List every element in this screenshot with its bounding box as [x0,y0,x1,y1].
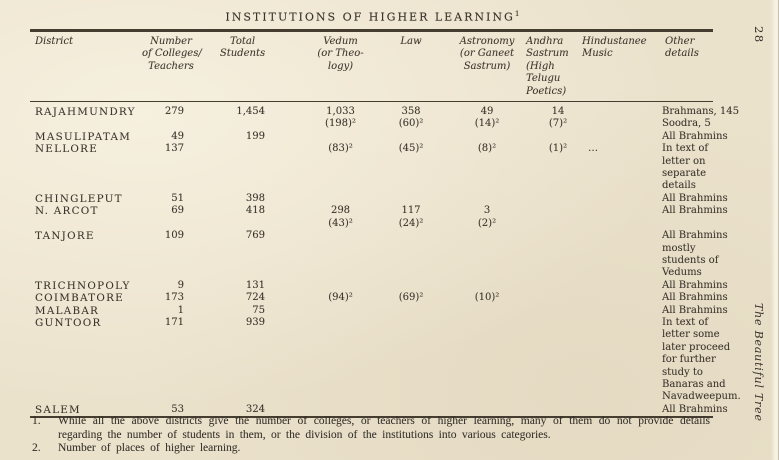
table-row [30,193,713,205]
cell-line: N. ARCOT [35,205,99,218]
cell-line: All Brahmins [662,292,728,304]
cell-line: All Brahmins [662,304,728,316]
column-header-district [30,31,142,102]
cell-line: 14 [551,106,565,118]
cell-law [380,230,442,280]
cell-students [200,205,285,230]
column-header-line: Poetics) [526,85,567,97]
cell-line: (94)² [328,292,353,304]
column-header-line: (or Ganeet [459,48,515,60]
cell-vedum [285,205,380,230]
cell-astronomy [442,280,524,292]
cell-andhra [524,305,582,317]
cell-colleges [142,305,200,317]
cell-line: 324 [245,403,265,415]
cell-line: (10)² [474,292,500,304]
table-row [30,280,713,292]
cell-district [30,230,142,280]
column-header-colleges [142,31,200,102]
cell-students [200,305,285,317]
column-header-line: Telugu [526,73,561,85]
cell-line: NELLORE [35,143,99,156]
cell-students [200,102,285,131]
table-row [30,131,713,143]
cell-line: TANJORE [35,230,95,243]
cell-district [30,143,142,193]
cell-other [648,316,741,404]
cell-line: Navadweepum. [662,391,741,403]
cell-line: later proceed [662,341,731,353]
cell-other [648,192,728,205]
table-row [30,143,713,193]
cell-line: (7)² [548,118,568,130]
cell-other [648,205,728,230]
cell-line: 1 [177,304,184,316]
cell-vedum [285,131,380,143]
cell-line: All Brahmins [662,205,728,217]
column-header-line: Sastrum [526,48,569,60]
cell-district [30,102,142,131]
column-header-line: details [665,48,699,60]
cell-students [200,317,285,404]
cell-music [582,102,648,131]
cell-astronomy [442,305,524,317]
cell-other [648,130,728,143]
column-header-line: Andhra [526,36,564,47]
cell-andhra [524,193,582,205]
cell-astronomy [442,131,524,143]
column-header-line: District [35,36,73,47]
cell-line: (43)² [328,217,353,229]
cell-line: TRICHNOPOLY [35,279,131,292]
cell-astronomy [442,230,524,280]
cell-vedum [285,143,380,193]
cell-line: Soodra, 5 [662,118,711,130]
footnotes [30,415,714,456]
cell-music [582,143,648,193]
cell-students [200,143,285,193]
cell-line: COIMBATORE [35,292,124,305]
cell-music [582,292,648,304]
cell-students [200,193,285,205]
cell-vedum [285,193,380,205]
cell-vedum [285,280,380,292]
cell-law [380,193,442,205]
cell-line: 769 [245,230,265,242]
cell-line: (24)² [398,217,424,229]
cell-line: 53 [171,403,184,415]
cell-line: students of [662,254,719,266]
cell-line: 398 [245,192,265,204]
footnote-1 [30,415,714,442]
cell-other [648,230,728,280]
cell-andhra [524,292,582,304]
table-row [30,317,713,404]
cell-law [380,280,442,292]
cell-music [582,205,648,230]
cell-line: details [662,180,696,192]
cell-line: MASULIPATAM [35,130,132,143]
cell-line: 9 [177,279,184,291]
cell-astronomy [442,317,524,404]
cell-line: 171 [164,316,184,328]
cell-music [582,280,648,292]
column-header-line: logy) [327,60,354,72]
column-header-line: Total [229,36,256,47]
cell-district [30,305,142,317]
column-header-andhra [524,31,582,102]
cell-colleges [142,143,200,193]
cell-other [648,143,713,193]
cell-line: Banaras and [662,378,726,390]
cell-students [200,280,285,292]
cell-colleges [142,230,200,280]
column-header-law [380,31,442,102]
cell-astronomy [442,193,524,205]
footnote-2 [30,442,714,456]
cell-law [380,131,442,143]
column-header-line: Astronomy [459,36,515,47]
cell-line: 939 [245,316,265,328]
cell-line: 199 [245,130,265,142]
column-header-vedum [285,31,380,102]
cell-vedum [285,305,380,317]
footnote-marker: 2. [32,442,41,454]
cell-colleges [142,292,200,304]
cell-astronomy [442,205,524,230]
column-header-line: Other [665,36,695,47]
cell-line: 131 [245,279,265,291]
cell-andhra [524,317,582,404]
cell-students [200,131,285,143]
page-title-text: INSTITUTIONS OF HIGHER LEARNING [225,10,515,24]
cell-colleges [142,193,200,205]
cell-line: 49 [480,106,494,118]
cell-line: (45)² [398,143,424,155]
cell-students [200,230,285,280]
column-header-line: Vedum [323,36,358,47]
cell-district [30,131,142,143]
cell-line: separate [662,168,707,180]
cell-music [582,193,648,205]
cell-district [30,193,142,205]
cell-line: (8)² [477,143,497,155]
cell-line: … [588,143,598,155]
cell-vedum [285,317,380,404]
cell-line: letter on [662,155,706,167]
cell-line: (60)² [398,118,424,130]
cell-district [30,205,142,230]
cell-line: In text of [662,316,709,328]
cell-law [380,305,442,317]
cell-law [380,292,442,304]
column-header-line: (or Theo- [317,48,364,60]
table-row [30,230,713,280]
cell-line: 49 [171,130,184,142]
page-title [0,9,745,24]
cell-colleges [142,102,200,131]
cell-other [648,279,728,292]
cell-line: 173 [164,292,184,304]
cell-line: All Brahmins [662,130,728,142]
cell-other [648,102,739,131]
cell-law [380,102,442,131]
cell-andhra [524,280,582,292]
cell-line: 109 [164,230,184,242]
cell-law [380,205,442,230]
cell-line: 358 [401,106,421,118]
cell-line: study to [662,366,703,378]
column-header-students [200,31,285,102]
cell-astronomy [442,143,524,193]
cell-colleges [142,131,200,143]
cell-vedum [285,230,380,280]
cell-students [200,292,285,304]
cell-line: (2)² [477,217,497,229]
cell-line: 298 [330,205,351,217]
column-header-line: Teachers [148,60,194,72]
cell-line: All Brahmins [662,279,728,291]
cell-music [582,317,648,404]
cell-music [582,305,648,317]
cell-line: 137 [164,143,184,155]
column-header-line: Music [582,48,613,60]
cell-district [30,280,142,292]
cell-andhra [524,131,582,143]
cell-music [582,131,648,143]
cell-line: GUNTOOR [35,316,102,329]
cell-line: (198)² [325,118,356,130]
footnote-text: Number of places of higher learning. [58,442,241,454]
cell-other [648,292,728,304]
column-header-line: of Colleges/ [142,48,202,60]
cell-line: for further [662,354,716,366]
cell-line: (14)² [474,118,500,130]
cell-line: In text of [662,143,709,155]
footnote-marker: 1. [32,415,41,427]
cell-district [30,292,142,304]
book-title-running-head: The Beautiful Tree [752,303,765,422]
cell-line: letter some [662,329,720,341]
column-header-line: Number [150,36,192,47]
cell-line: All Brahmins [662,230,728,242]
table-row [30,205,713,230]
column-header-line: Law [400,36,422,47]
column-header-line: Hindustanee [582,36,647,47]
footnote-text: While all the above districts give the number of colleges, or teachers of higher learning, many of them do not provide details regarding the number of students in them, or the division of the institutions into various categories. [58,415,710,441]
cell-other [648,304,728,317]
cell-line: (83)² [328,143,353,155]
table-row [30,102,713,131]
cell-line: (1)² [548,143,568,155]
cell-line: 3 [483,205,491,217]
page-number: 28 [752,26,766,44]
cell-vedum [285,102,380,131]
cell-andhra [524,102,582,131]
table-row [30,292,713,304]
column-header-line: Students [219,48,266,60]
cell-line: 418 [245,205,265,217]
cell-line: All Brahmins [662,192,728,204]
cell-astronomy [442,102,524,131]
cell-line: 51 [171,192,184,204]
cell-line: (69)² [398,292,424,304]
cell-line: 75 [252,304,265,316]
cell-andhra [524,205,582,230]
cell-line: CHINGLEPUT [35,192,123,205]
cell-colleges [142,205,200,230]
cell-law [380,143,442,193]
column-header-line: (High [526,60,555,72]
page-edge [771,0,779,460]
cell-vedum [285,292,380,304]
cell-line: 1,033 [326,106,355,118]
column-header-line: Sastrum) [463,60,511,72]
cell-line: 724 [245,292,265,304]
title-footnote-marker: 1 [514,9,520,18]
cell-colleges [142,317,200,404]
cell-line: Vedums [662,267,702,279]
cell-line: Brahmans, 145 [662,106,739,118]
cell-line: 69 [171,205,184,217]
cell-andhra [524,230,582,280]
cell-line: 279 [164,106,184,118]
cell-music [582,230,648,280]
cell-astronomy [442,292,524,304]
column-header-astronomy [442,31,524,102]
cell-line: mostly [662,242,696,254]
cell-line: All Brahmins [662,403,728,415]
cell-line: SALEM [35,403,81,416]
cell-colleges [142,280,200,292]
column-header-music [582,31,648,102]
column-header-other [648,31,713,102]
cell-law [380,317,442,404]
table-row [30,305,713,317]
cell-line: RAJAHMUNDRY [35,106,136,119]
cell-line: 117 [401,205,421,217]
cell-district [30,317,142,404]
cell-line: MALABAR [35,304,100,317]
cell-line: 1,454 [236,106,265,118]
table-header-row [30,31,713,102]
cell-andhra [524,143,582,193]
institutions-table [30,29,741,418]
